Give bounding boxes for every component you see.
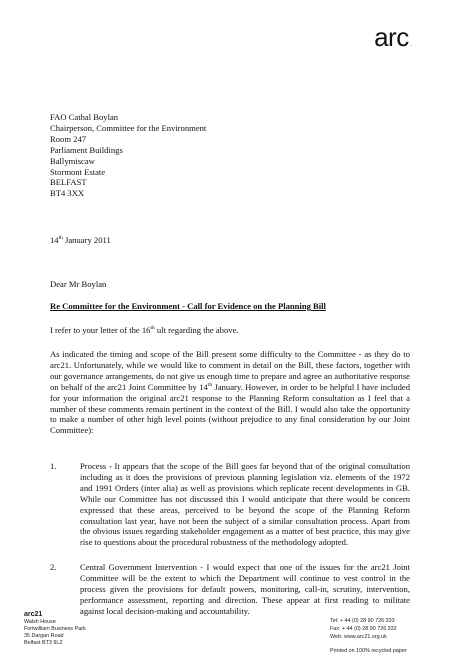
footer-address-line: Walsh House [24,619,56,625]
footer-printed-note: Printed on 100% recycled paper [330,648,407,654]
logo-dot: . [409,38,412,49]
salutation: Dear Mr Boylan [50,279,107,289]
address-line: Chairperson, Committee for the Environment [50,122,207,133]
footer-tel: Tel: + 44 (0) 28 90 726 333 [330,618,395,624]
logo-text: arc [374,22,409,52]
address-line: BT4 3XX [50,188,85,199]
footer-address [24,610,86,647]
footer-contact [330,617,407,655]
address-line: Ballymiscaw [50,155,95,166]
address-line: Room 247 [50,133,87,144]
footer-address-line: Belfast BT3 9LZ [24,640,63,646]
arc21-logo [374,22,412,53]
paragraph-timing: As indicated the timing and scope of the Bill present some difficulty to the Committee - as they do to arc21. Unfortunately, while we would like to comment in detail on the Bill, these factors, together with our governance arrangements, do not give us enough time to prepare and agree an authoritative response on behalf of the arc21 Joint Committee by 14th January. However, in order to be helpful I have included for your information the original arc21 response to the Planning Reform consultation as I feel that a number of these comments remain pertinent in the context of the Bill. I would also take the opportunity to make a number of other high level points (without prejudice to any final consideration by our Joint Committee): [50,349,411,436]
address-line: FAO Cathal Boylan [50,112,119,122]
footer-web: Web: www.arc21.org.uk [330,634,387,640]
footer-address-line: 35 Dargan Road [24,633,64,639]
paragraph-reference: I refer to your letter of the 16th ult regarding the above. [50,325,239,335]
letter-date: 14th January 2011 [50,235,111,245]
item-central-government: Central Government Intervention - I would expect that one of the issues for the arc21 Joint Committee will be the extent to which the Department will continue to vest control in the process given the provisions for default powers, monitoring, call-in, scrutiny, intervention, performance assessment, reporting and direction. These appear at first reading to militate against local decision-making and accountability. [80,562,410,616]
address-line: Parliament Buildings [50,144,123,155]
item-process: Process - It appears that the scope of the Bill goes far beyond that of the original consultation including as it does the provisions of previous planning legislation viz. elements of the 1972 and 1991 Orders (inter alia) as well as provisions which replicate recent developments in GB. While our Committee has not discussed this I would anticipate that there would be concern expressed that these areas, perceived to be beyond the scope of the Planning Reform consultation last year, have not been the subject of a similar consultation process. Apart from the obvious issues regarding stakeholder engagement as a matter of best practice, this may give rise to questions about the procedural robustness of the methodology adopted. [80,461,410,548]
footer-org: arc21 [24,611,43,618]
footer-fax: Fax: + 44 (0) 28 90 726 332 [330,626,397,632]
item-number: 1. [50,461,57,471]
recipient-address [50,112,206,199]
address-line: BELFAST [50,177,87,188]
address-line: Stormont Estate [50,166,106,177]
subject-line: Re Committee for the Environment - Call for Evidence on the Planning Bill [50,301,326,311]
item-number: 2. [50,562,57,572]
footer-address-line: Fortwilliam Business Park [24,626,86,632]
